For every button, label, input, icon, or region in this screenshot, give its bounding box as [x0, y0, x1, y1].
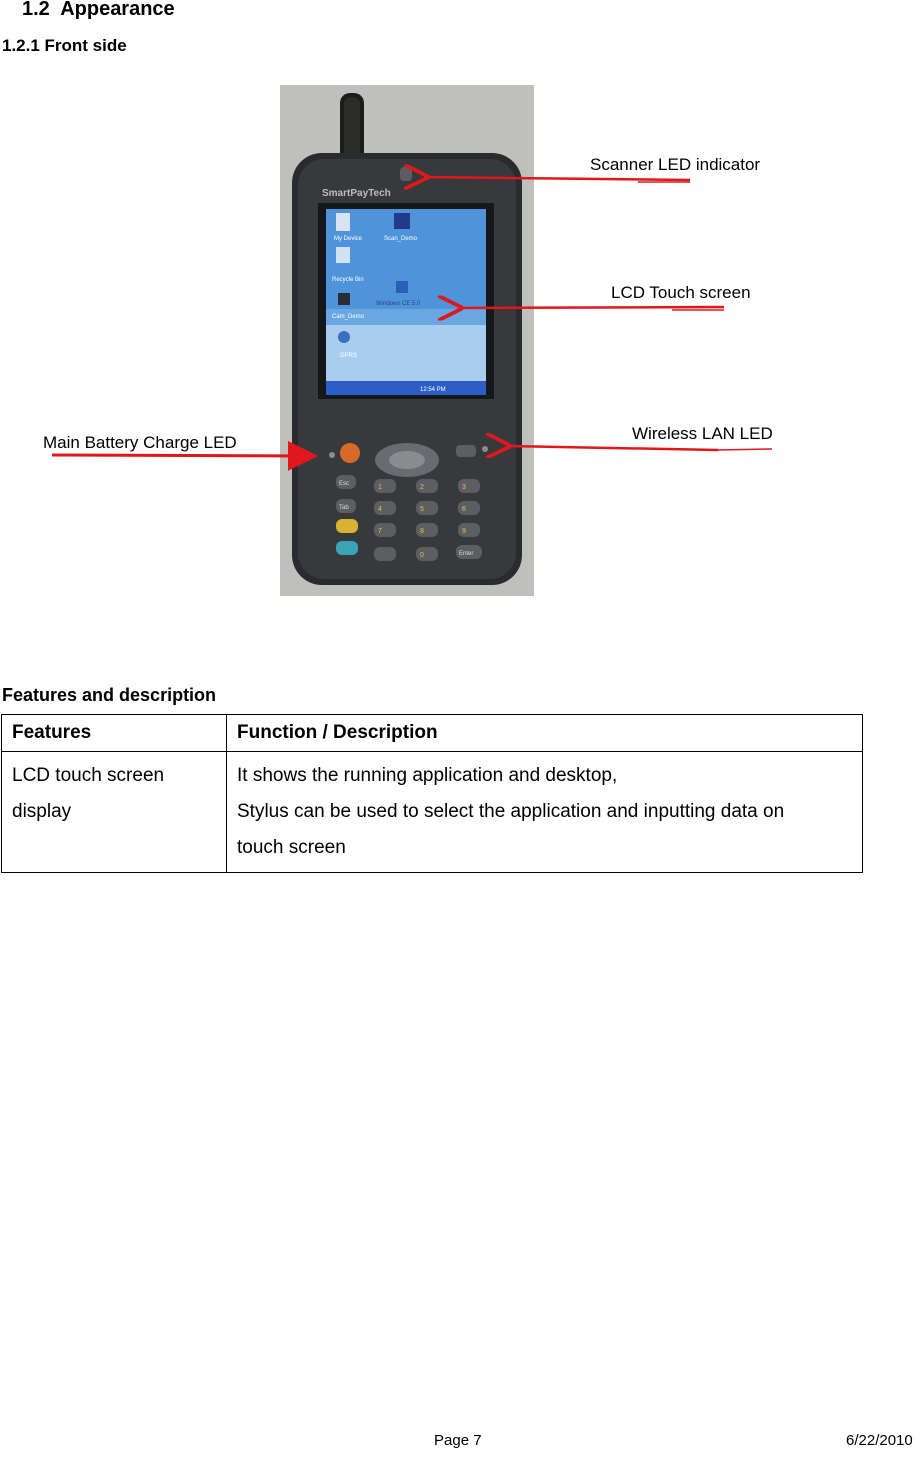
footer-date: 6/22/2010	[846, 1432, 913, 1449]
gprs-icon	[338, 331, 350, 343]
svg-text:GPRS: GPRS	[340, 353, 358, 359]
svg-text:Tab: Tab	[339, 505, 349, 511]
brand-label: SmartPayTech	[322, 188, 391, 199]
page-number: Page 7	[434, 1432, 482, 1449]
svg-text:Recycle Bin: Recycle Bin	[332, 277, 364, 283]
scanner-led	[400, 167, 412, 181]
svg-text:Enter: Enter	[459, 551, 474, 557]
svg-text:9: 9	[462, 528, 466, 535]
svg-text:Cam_Demo: Cam_Demo	[332, 314, 365, 320]
section-title: Appearance	[60, 0, 175, 20]
key-star	[374, 547, 396, 561]
yellow-button	[336, 519, 358, 533]
description-cell: It shows the running application and desktop, Stylus can be used to select the application and inputting data on touch screen	[227, 752, 863, 873]
svg-text:Scan_Demo: Scan_Demo	[384, 236, 418, 242]
wireless-led-callout: Wireless LAN LED	[632, 424, 773, 443]
table-header-row	[2, 715, 863, 752]
subsection-heading: 1.2.1 Front side	[2, 36, 127, 55]
features-section-title: Features and description	[2, 685, 217, 705]
section-number: 1.2	[22, 0, 50, 20]
section-heading	[22, 0, 175, 21]
svg-text:2: 2	[420, 484, 424, 491]
cyan-button	[336, 541, 358, 555]
lcd-touch-callout: LCD Touch screen	[611, 283, 751, 302]
svg-text:3: 3	[462, 484, 466, 491]
windows-logo	[396, 281, 408, 293]
features-table	[1, 714, 863, 873]
device-photo	[280, 85, 534, 596]
orange-button	[340, 443, 360, 463]
battery-led-callout: Main Battery Charge LED	[43, 433, 237, 452]
svg-text:4: 4	[378, 506, 382, 513]
recycle-bin-icon	[336, 247, 350, 263]
svg-text:6: 6	[462, 506, 466, 513]
svg-text:Windows CE 5.0: Windows CE 5.0	[376, 301, 421, 307]
battery-led	[329, 452, 335, 458]
svg-text:7: 7	[378, 528, 382, 535]
scanner-led-callout: Scanner LED indicator	[590, 155, 761, 174]
svg-text:0: 0	[420, 552, 424, 559]
header-features: Features	[2, 715, 227, 752]
table-row	[2, 752, 863, 873]
taskbar	[326, 381, 486, 395]
my-device-icon	[336, 213, 350, 231]
feature-cell: LCD touch screen display	[2, 752, 227, 873]
camera-icon	[338, 293, 350, 305]
wlan-led	[482, 446, 488, 452]
header-function: Function / Description	[227, 715, 863, 752]
svg-text:My Device: My Device	[334, 236, 363, 242]
svg-text:5: 5	[420, 506, 424, 513]
menu-key	[456, 445, 476, 457]
wireless-led-arrow	[506, 446, 718, 450]
scan-demo-icon	[394, 213, 410, 229]
svg-text:1: 1	[378, 484, 382, 491]
battery-led-arrow	[52, 455, 312, 456]
svg-text:8: 8	[420, 528, 424, 535]
svg-text:12:54 PM: 12:54 PM	[420, 387, 446, 393]
svg-text:Esc: Esc	[339, 481, 350, 487]
